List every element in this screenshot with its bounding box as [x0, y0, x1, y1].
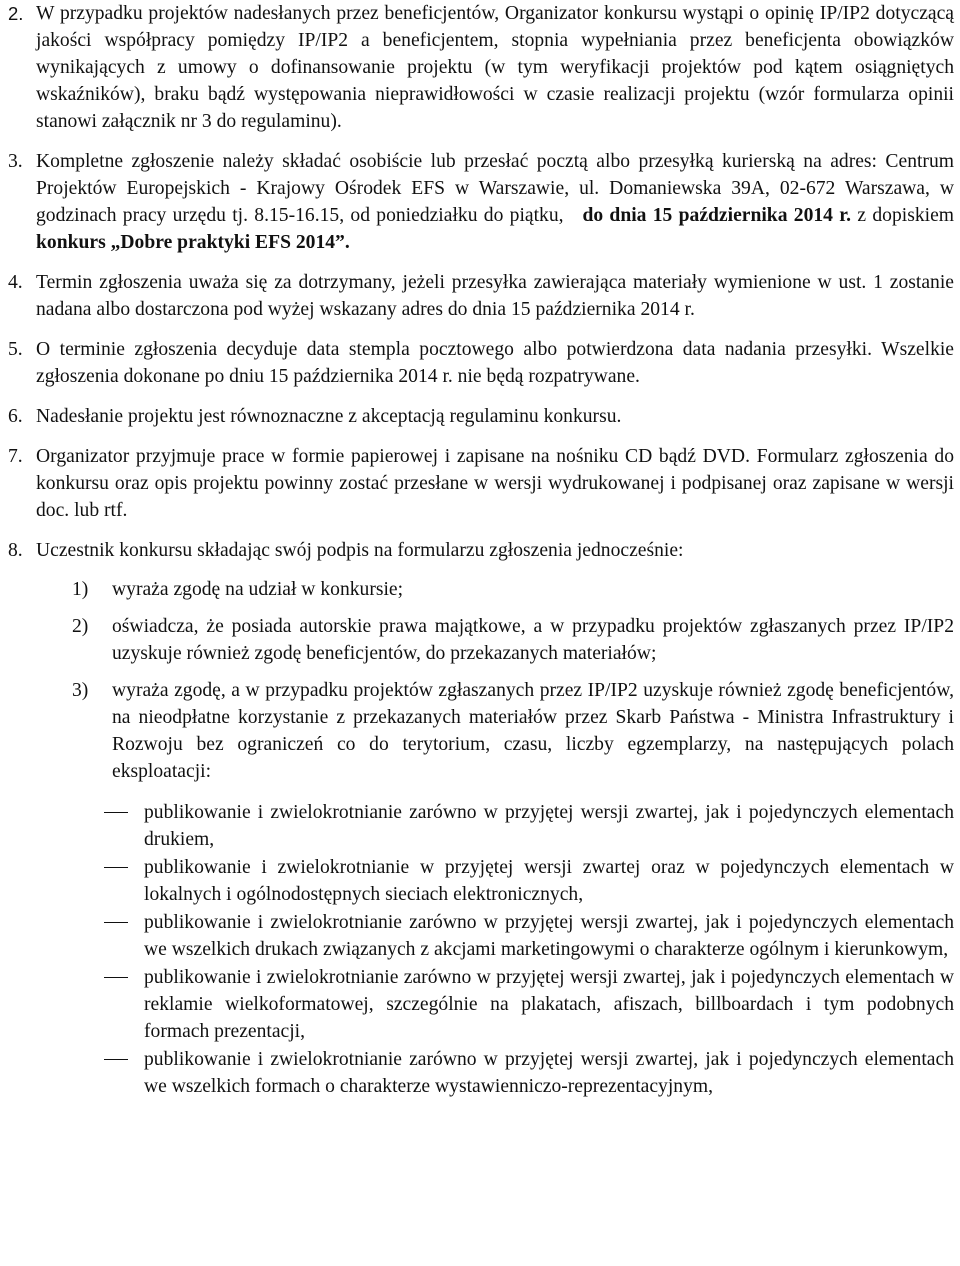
- paragraph-text: [36, 148, 954, 256]
- paragraph-number: 3.: [8, 151, 23, 172]
- paragraph-number: 8.: [8, 540, 23, 561]
- dash-list-item: [8, 1046, 954, 1100]
- paragraph-number: 6.: [8, 406, 23, 427]
- paragraph-text: Nadesłanie projektu jest równoznaczne z akceptacją regulaminu konkursu.: [36, 406, 622, 427]
- paragraph-7: [8, 443, 954, 524]
- list-item: [8, 677, 954, 785]
- paragraph-text-part: z dopiskiem: [857, 205, 955, 226]
- dash-list-item-text: publikowanie i zwielokrotnianie zarówno w przyjętej wersji zwartej, jak i pojedynczych elementach w reklamie wielkoformatowej, szczególnie na plakatach, afiszach, billboardach i tym podobnych formach prezentacji,: [144, 967, 954, 1042]
- paragraph-5: [8, 336, 954, 390]
- dash-bullet-icon: [104, 922, 128, 923]
- dash-bullet-icon: [104, 1059, 128, 1060]
- dash-list-item: [8, 909, 954, 963]
- paragraph-2: [8, 0, 954, 135]
- paragraph-8: [8, 537, 954, 564]
- list-item-text: wyraża zgodę na udział w konkursie;: [112, 579, 404, 600]
- paragraph-number: 2.: [8, 3, 24, 24]
- deadline-bold: do dnia 15 października 2014 r.: [582, 205, 852, 226]
- dash-list-item-text: publikowanie i zwielokrotnianie zarówno w przyjętej wersji zwartej, jak i pojedynczych elementach we wszelkich formach o charakterze wystawienniczo-reprezentacyjnym,: [144, 1049, 954, 1097]
- list-item-number: 1): [72, 579, 89, 600]
- paragraph-text: O terminie zgłoszenia decyduje data stempla pocztowego albo potwierdzona data nadania przesyłki. Wszelkie zgłoszenia dokonane po dniu 15 października 2014 r. nie będą rozpatrywane.: [36, 339, 954, 387]
- paragraph-text: Termin zgłoszenia uważa się za dotrzymany, jeżeli przesyłka zawierająca materiały wymienione w ust. 1 zostanie nadana albo dostarczona pod wyżej wskazany adres do dnia 15 października 2014 r.: [36, 272, 954, 320]
- paragraph-number: 4.: [8, 272, 23, 293]
- paragraph-6: [8, 403, 954, 430]
- list-item-number: 2): [72, 616, 89, 637]
- list-item: [8, 576, 954, 603]
- list-item-text: wyraża zgodę, a w przypadku projektów zgłaszanych przez IP/IP2 uzyskuje również zgodę beneficjentów, na nieodpłatne korzystanie z przekazanych materiałów przez Skarb Państwa - Ministra Infrastruktury i Rozwoju bez ograniczeń co do terytorium, czasu, liczby egzemplarzy, na następujących polach eksploatacji:: [112, 680, 954, 782]
- paragraph-number: 7.: [8, 446, 23, 467]
- paragraph-text: W przypadku projektów nadesłanych przez beneficjentów, Organizator konkursu wystąpi o opinię IP/IP2 dotyczącą jakości współpracy pomiędzy IP/IP2 a beneficjentem, stopnia wypełniania przez beneficjenta obowiązków wynikających z umowy o dofinansowanie projektu (w tym weryfikacji projektów pod kątem osiągniętych wskaźników), braku bądź występowania nieprawidłowości w czasie realizacji projektu (wzór formularza opinii stanowi załącznik nr 3 do regulaminu).: [36, 3, 954, 132]
- list-item-number: 3): [72, 680, 89, 701]
- dash-bullet-icon: [104, 977, 128, 978]
- paragraph-text: Uczestnik konkursu składając swój podpis na formularzu zgłoszenia jednocześnie:: [36, 540, 684, 561]
- paragraph-3: [8, 148, 954, 256]
- paragraph-text: Organizator przyjmuje prace w formie papierowej i zapisane na nośniku CD bądź DVD. Formularz zgłoszenia do konkursu oraz opis projektu powinny zostać przesłane w wersji wydrukowanej i podpisanej oraz zapisane w wersji doc. lub rtf.: [36, 446, 954, 521]
- dash-list-item-text: publikowanie i zwielokrotnianie zarówno w przyjętej wersji zwartej, jak i pojedynczych elementach drukiem,: [144, 802, 954, 850]
- list-item: [8, 613, 954, 667]
- list-item-text: oświadcza, że posiada autorskie prawa majątkowe, a w przypadku projektów zgłaszanych przez IP/IP2 uzyskuje również zgodę beneficjentów, do przekazanych materiałów;: [112, 616, 954, 664]
- paragraph-number: 5.: [8, 339, 23, 360]
- dash-list-item: [8, 799, 954, 853]
- dash-bullet-icon: [104, 812, 128, 813]
- dash-list-item-text: publikowanie i zwielokrotnianie w przyjętej wersji zwartej oraz w pojedynczych elementach w lokalnych i ogólnodostępnych sieciach elektronicznych,: [144, 857, 954, 905]
- dash-list-item: [8, 854, 954, 908]
- dash-bullet-icon: [104, 867, 128, 868]
- contest-name-bold: konkurs „Dobre praktyki EFS 2014”.: [36, 232, 350, 253]
- dash-list-item-text: publikowanie i zwielokrotnianie zarówno w przyjętej wersji zwartej, jak i pojedynczych elementach we wszelkich drukach związanych z akcjami marketingowymi o charakterze ogólnym i kierunkowym,: [144, 912, 954, 960]
- dash-list-item: [8, 964, 954, 1045]
- paragraph-text-part: Kompletne zgłoszenie należy składać osobiście lub przesłać pocztą albo przesyłką kurierską na adres: Centrum Projektów Europejskich - Krajowy Ośrodek EFS w Warszawie, ul. Domaniewska 39A, 02-672 Warszawa, w godzinach pracy urzędu tj. 8.15-16.15, od poniedziałku do piątku,: [36, 151, 954, 226]
- paragraph-4: [8, 269, 954, 323]
